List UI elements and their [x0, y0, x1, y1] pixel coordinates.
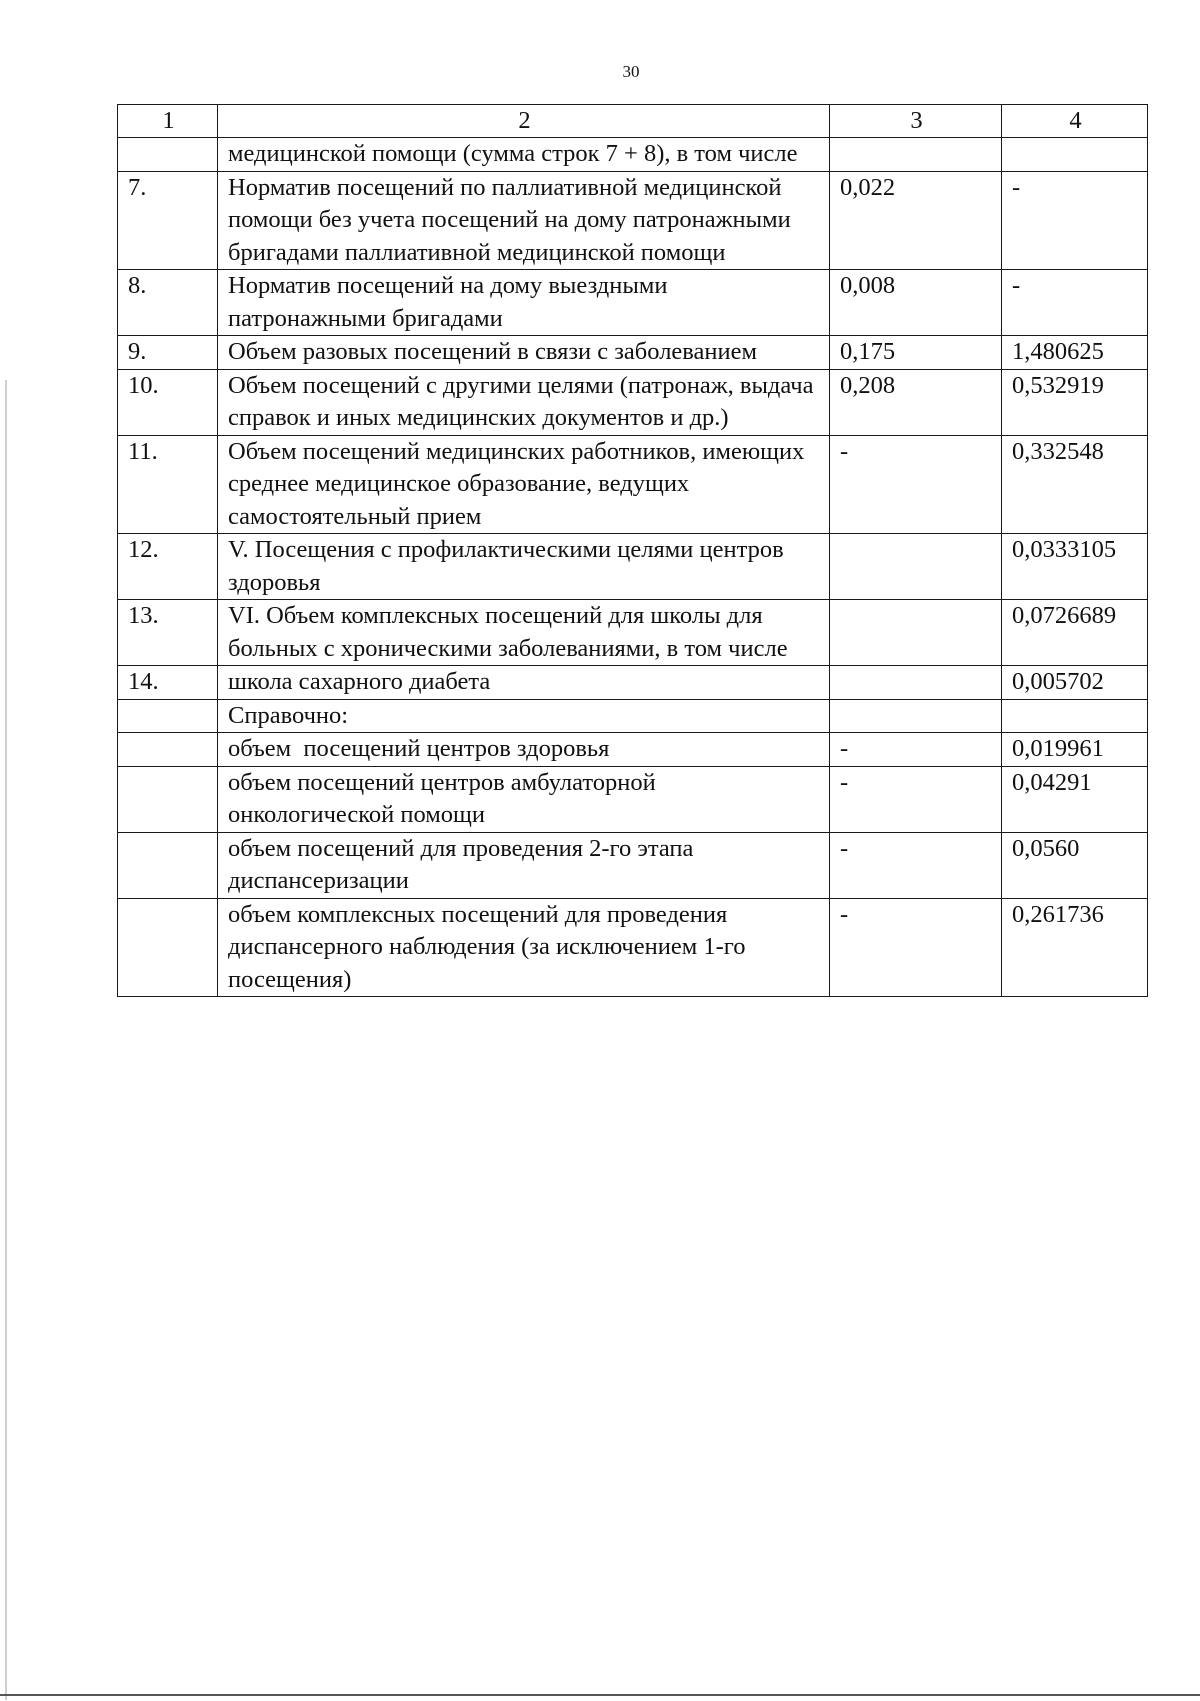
row-number: 12.	[118, 534, 218, 600]
row-text: объем посещений центров здоровья	[218, 733, 830, 767]
row-col4: 0,332548	[1002, 435, 1148, 534]
row-col3: -	[830, 832, 1002, 898]
row-col4	[1002, 699, 1148, 733]
table-row	[118, 171, 1148, 270]
page-number: 30	[622, 62, 640, 81]
row-number: 10.	[118, 369, 218, 435]
table-row	[118, 832, 1148, 898]
row-col4: 0,0560	[1002, 832, 1148, 898]
row-text: объем посещений центров амбулаторной онкологической помощи	[218, 766, 830, 832]
row-number: 11.	[118, 435, 218, 534]
row-col4: 0,005702	[1002, 666, 1148, 700]
row-col4: 0,0333105	[1002, 534, 1148, 600]
row-col4: -	[1002, 270, 1148, 336]
table-row	[118, 369, 1148, 435]
row-col4: 1,480625	[1002, 336, 1148, 370]
table-row	[118, 898, 1148, 997]
row-col3: 0,008	[830, 270, 1002, 336]
table-row	[118, 138, 1148, 172]
row-col3: -	[830, 898, 1002, 997]
row-col4: 0,261736	[1002, 898, 1148, 997]
row-text: VI. Объем комплексных посещений для школы для больных с хроническими заболеваниями, в том числе	[218, 600, 830, 666]
row-text: Объем разовых посещений в связи с заболеванием	[218, 336, 830, 370]
row-text: Справочно:	[218, 699, 830, 733]
row-number: 9.	[118, 336, 218, 370]
row-number: 8.	[118, 270, 218, 336]
table-row	[118, 336, 1148, 370]
row-col4: 0,019961	[1002, 733, 1148, 767]
table-row	[118, 733, 1148, 767]
table-row	[118, 766, 1148, 832]
row-col3	[830, 699, 1002, 733]
table-header-row	[118, 105, 1148, 138]
header-col-1: 1	[118, 105, 218, 138]
row-text: Норматив посещений на дому выездными патронажными бригадами	[218, 270, 830, 336]
row-number: 14.	[118, 666, 218, 700]
row-col4	[1002, 138, 1148, 172]
row-number	[118, 138, 218, 172]
row-text: Объем посещений медицинских работников, имеющих среднее медицинское образование, ведущих самостоятельный прием	[218, 435, 830, 534]
table-row	[118, 270, 1148, 336]
table-row	[118, 600, 1148, 666]
row-col4: 0,532919	[1002, 369, 1148, 435]
scan-edge-bottom	[0, 1694, 1200, 1696]
scan-edge-left	[5, 380, 7, 1700]
header-col-4: 4	[1002, 105, 1148, 138]
row-col3	[830, 138, 1002, 172]
row-number	[118, 832, 218, 898]
header-col-3: 3	[830, 105, 1002, 138]
row-col3: 0,208	[830, 369, 1002, 435]
row-number: 7.	[118, 171, 218, 270]
row-col3: -	[830, 435, 1002, 534]
row-col3: 0,022	[830, 171, 1002, 270]
row-number: 13.	[118, 600, 218, 666]
row-text: школа сахарного диабета	[218, 666, 830, 700]
row-number	[118, 898, 218, 997]
row-col3	[830, 666, 1002, 700]
row-col4: 0,04291	[1002, 766, 1148, 832]
row-col4: 0,0726689	[1002, 600, 1148, 666]
row-col4: -	[1002, 171, 1148, 270]
row-text: объем посещений для проведения 2-го этапа диспансеризации	[218, 832, 830, 898]
row-number	[118, 699, 218, 733]
row-text: объем комплексных посещений для проведения диспансерного наблюдения (за исключением 1-го посещения)	[218, 898, 830, 997]
table-row	[118, 666, 1148, 700]
row-col3	[830, 534, 1002, 600]
row-number	[118, 733, 218, 767]
row-text: Норматив посещений по паллиативной медицинской помощи без учета посещений на дому патронажными бригадами паллиативной медицинской помощи	[218, 171, 830, 270]
table-row	[118, 534, 1148, 600]
row-text: медицинской помощи (сумма строк 7 + 8), в том числе	[218, 138, 830, 172]
row-col3: 0,175	[830, 336, 1002, 370]
row-col3: -	[830, 733, 1002, 767]
row-col3	[830, 600, 1002, 666]
row-col3: -	[830, 766, 1002, 832]
row-text: Объем посещений с другими целями (патронаж, выдача справок и иных медицинских документов и др.)	[218, 369, 830, 435]
table-row	[118, 435, 1148, 534]
header-col-2: 2	[218, 105, 830, 138]
table-row	[118, 699, 1148, 733]
data-table	[117, 104, 1148, 997]
row-number	[118, 766, 218, 832]
row-text: V. Посещения с профилактическими целями центров здоровья	[218, 534, 830, 600]
